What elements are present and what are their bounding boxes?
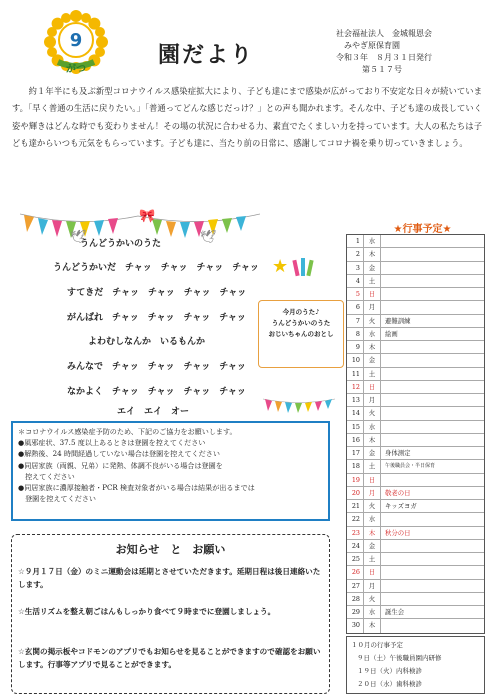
calendar-day-number: 20: [347, 487, 364, 499]
calendar-day-number: 25: [347, 553, 364, 565]
calendar-event: 絵画: [385, 329, 398, 338]
calendar-row: [347, 301, 484, 314]
calendar-row: [347, 474, 484, 487]
calendar-row: [347, 540, 484, 553]
callout-song: おじいちゃんのおとし: [268, 330, 334, 338]
song-line: うんどうかいだ チャッ チャッ チャッ チャッ: [53, 263, 259, 273]
calendar-day-number: 4: [347, 275, 364, 287]
bunting-small-icon: [263, 396, 335, 416]
calendar-day-number: 22: [347, 513, 364, 525]
calendar-row: [347, 460, 484, 473]
calendar-day-number: 23: [347, 527, 364, 539]
notice-line: 登園を控えてください: [18, 494, 97, 504]
calendar-weekday: 月: [364, 301, 381, 313]
calendar-row: [347, 421, 484, 434]
calendar-weekday: 水: [364, 421, 381, 433]
star-icon: ★: [272, 256, 289, 277]
calendar-row: [347, 248, 484, 261]
notice-line: 控えてください: [18, 471, 75, 481]
calendar-event: [381, 341, 484, 353]
callout-heading: 今月のうた♪: [282, 308, 320, 316]
calendar-weekday: 土: [364, 275, 381, 287]
calendar-day-number: 26: [347, 566, 364, 578]
calendar-row: [347, 368, 484, 381]
calendar-day-number: 10: [347, 354, 364, 366]
calendar-day-number: 8: [347, 328, 364, 340]
calendar-title: ★行事予定★: [393, 224, 452, 235]
song-of-month-callout: [258, 300, 344, 368]
calendar-weekday: 土: [364, 460, 381, 472]
calendar-row: [347, 288, 484, 301]
calendar-weekday: 水: [364, 328, 381, 340]
calendar-event: [381, 235, 484, 247]
calendar-event: [381, 394, 484, 406]
calendar-day-number: 21: [347, 500, 364, 512]
calendar-weekday: 木: [364, 434, 381, 446]
calendar-row: [347, 500, 484, 513]
announcements-box: [11, 534, 330, 694]
calendar-day-number: 13: [347, 394, 364, 406]
calendar-day-number: 12: [347, 381, 364, 393]
calendar-event: [381, 301, 484, 313]
calendar-row: [347, 275, 484, 288]
page-title: 園だより: [158, 43, 255, 68]
calendar-row: [347, 407, 484, 420]
calendar-day-number: 11: [347, 368, 364, 380]
calendar-row: [347, 487, 484, 500]
calendar-event: キッズヨガ: [385, 502, 417, 510]
calendar-event: 秋分の日: [385, 528, 411, 537]
calendar-row: [347, 593, 484, 606]
calendar-weekday: 火: [364, 407, 381, 419]
calendar-event: [381, 474, 484, 486]
calendar-row: [347, 527, 484, 540]
song-line: エイ エイ オー: [117, 407, 190, 417]
calendar-event: [381, 580, 484, 592]
calendar-event: [381, 248, 484, 260]
song-line: よわむしなんか いるもんか: [88, 337, 206, 347]
notice-line: ＊コロナウイルス感染症予防のため、下記のご協力をお願いします。: [18, 427, 237, 436]
calendar-row: [347, 341, 484, 354]
issuer-line: みやぎ原保育園: [344, 41, 400, 50]
calendar-weekday: 日: [364, 288, 381, 300]
calendar-day-number: 30: [347, 619, 364, 632]
crayons-icon: [292, 256, 316, 278]
month-badge: [44, 10, 108, 74]
calendar-row: [347, 619, 484, 632]
calendar-day-number: 14: [347, 407, 364, 419]
calendar-weekday: 日: [364, 566, 381, 578]
song-line: すてきだ チャッ チャッ チャッ チャッ: [67, 288, 247, 298]
calendar-event: [381, 368, 484, 380]
calendar-event: [381, 354, 484, 366]
calendar-weekday: 木: [364, 248, 381, 260]
calendar-row: [347, 566, 484, 579]
calendar-event: [381, 553, 484, 565]
calendar-event: [381, 288, 484, 300]
calendar-event: 身体測定: [385, 449, 411, 457]
dove-icon: 🕊: [70, 230, 87, 245]
calendar-day-number: 28: [347, 593, 364, 605]
calendar-weekday: 金: [364, 354, 381, 366]
intro-paragraph: 約１年半にも及ぶ新型コロナウイルス感染症拡大により、子ども達にまで感染が広がっており不安定な日々が続いています。「早く普通の生活に戻りたい。」「普通ってどんな感じだっけ？」との声も聞かれます。そんな中、子ども達の成長していく姿や輝きはどんな時でも変わりません！その場の状況に合わせる力、素直でたくましい力を持っています。大人の私たちは子ども達からいつも元気をもらっています。子ども達に、当たり前の日常に、感謝してコロナ禍を乗り切っていきましょう。: [12, 86, 482, 149]
calendar-row: [347, 354, 484, 367]
calendar-event: [381, 407, 484, 419]
calendar-weekday: 水: [364, 606, 381, 618]
calendar-row: [347, 328, 484, 341]
announcement-item: ☆生活リズムを整え朝ごはんもしっかり食べて９時までに登園しましょう。: [18, 607, 276, 616]
calendar-day-number: 1: [347, 235, 364, 247]
calendar-event: 午後職員会・半日保育: [385, 463, 436, 470]
song-line: がんばれ チャッ チャッ チャッ チャッ: [67, 313, 246, 323]
notice-line: ●同居家族に濃厚接触者・PCR 検査対象者がいる場合は結果が出るまでは: [18, 483, 255, 493]
calendar-day-number: 18: [347, 460, 364, 472]
calendar-event: [381, 593, 484, 605]
announcements-title: お知らせ と お願い: [115, 543, 226, 556]
calendar-event: [381, 566, 484, 578]
song-title: うんどうかいのうた: [80, 239, 162, 249]
calendar-weekday: 月: [364, 394, 381, 406]
calendar-weekday: 月: [364, 487, 381, 499]
calendar-event: [381, 275, 484, 287]
calendar-weekday: 木: [364, 527, 381, 539]
calendar-weekday: 火: [364, 500, 381, 512]
calendar-row: [347, 553, 484, 566]
calendar-weekday: 日: [364, 474, 381, 486]
calendar-day-number: 3: [347, 262, 364, 274]
calendar-weekday: 金: [364, 540, 381, 552]
calendar-row: [347, 606, 484, 619]
calendar-event: [381, 381, 484, 393]
calendar-event: 避難訓練: [385, 316, 411, 325]
calendar-day-number: 6: [347, 301, 364, 313]
calendar-row: [347, 513, 484, 526]
notice-line: ●風邪症状、37.5 度以上あるときは登園を控えてください: [18, 438, 206, 448]
calendar-row: [347, 447, 484, 460]
issuer-line: 第５１７号: [362, 65, 402, 74]
dove-icon: 🕊: [200, 230, 217, 245]
october-plans-box: [346, 636, 485, 694]
month-suffix: がつ: [66, 64, 86, 75]
calendar-day-number: 17: [347, 447, 364, 459]
calendar-day-number: 16: [347, 434, 364, 446]
calendar-row: [347, 394, 484, 407]
event-calendar: [346, 234, 485, 634]
song-line: みんなで チャッ チャッ チャッ チャッ: [67, 362, 246, 372]
calendar-day-number: 5: [347, 288, 364, 300]
notice-line: ●同居家族（両親、兄弟）に発熱、体調不良がいる場合は登園を: [18, 460, 223, 470]
announcement-item: ☆玄関の掲示板やコドモンのアプリでもお知らせを見ることができますので確認をお願いします。行事等アプリで見ることができます。: [18, 647, 321, 669]
song-line: なかよく チャッ チャッ チャッ チャッ: [67, 387, 246, 397]
calendar-weekday: 土: [364, 553, 381, 565]
calendar-event: [381, 513, 484, 525]
calendar-weekday: 金: [364, 262, 381, 274]
issuer-line: 令和３年 ８月３１日発行: [336, 53, 432, 62]
issuer-line: 社会福祉法人 金城報恩会: [336, 29, 432, 38]
calendar-day-number: 27: [347, 580, 364, 592]
issuer-block: [336, 28, 486, 76]
ribbon-bow-icon: 🎀: [139, 209, 156, 224]
october-plan-item: １９日（火）内科検診: [357, 667, 422, 675]
calendar-weekday: 火: [364, 315, 381, 327]
calendar-day-number: 7: [347, 315, 364, 327]
calendar-weekday: 木: [364, 341, 381, 353]
calendar-day-number: 19: [347, 474, 364, 486]
announcement-item: ☆９月１７日（金）のミニ運動会は延期とさせていただきます。延期日程は後日連絡いたします。: [18, 567, 321, 589]
october-plan-item: ９日（土）午後職員園内研修: [357, 654, 442, 662]
calendar-row: [347, 262, 484, 275]
calendar-row: [347, 315, 484, 328]
calendar-weekday: 火: [364, 593, 381, 605]
calendar-event: [381, 619, 484, 632]
october-plans-title: １０月の行事予定: [351, 641, 403, 649]
october-plan-item: ２０日（水）歯科検診: [357, 680, 422, 688]
calendar-event: [381, 262, 484, 274]
calendar-event: [381, 540, 484, 552]
calendar-weekday: 金: [364, 447, 381, 459]
calendar-weekday: 木: [364, 619, 381, 632]
calendar-day-number: 15: [347, 421, 364, 433]
calendar-event: [381, 421, 484, 433]
calendar-day-number: 9: [347, 341, 364, 353]
calendar-row: [347, 580, 484, 593]
calendar-day-number: 2: [347, 248, 364, 260]
calendar-event: 敬老の日: [385, 488, 411, 497]
calendar-row: [347, 434, 484, 447]
calendar-weekday: 水: [364, 235, 381, 247]
calendar-day-number: 24: [347, 540, 364, 552]
calendar-event: 誕生会: [385, 608, 405, 616]
calendar-event: [381, 434, 484, 446]
month-number: 9: [69, 30, 83, 51]
calendar-weekday: 日: [364, 381, 381, 393]
calendar-day-number: 29: [347, 606, 364, 618]
notice-line: ●解熱後、24 時間経過していない場合は登園を控えてください: [18, 449, 220, 459]
calendar-row: [347, 381, 484, 394]
covid-notice-box: [11, 421, 330, 521]
calendar-weekday: 月: [364, 580, 381, 592]
calendar-row: [347, 235, 484, 248]
calendar-weekday: 水: [364, 513, 381, 525]
calendar-weekday: 土: [364, 368, 381, 380]
callout-song: うんどうかいのうた: [271, 319, 331, 327]
